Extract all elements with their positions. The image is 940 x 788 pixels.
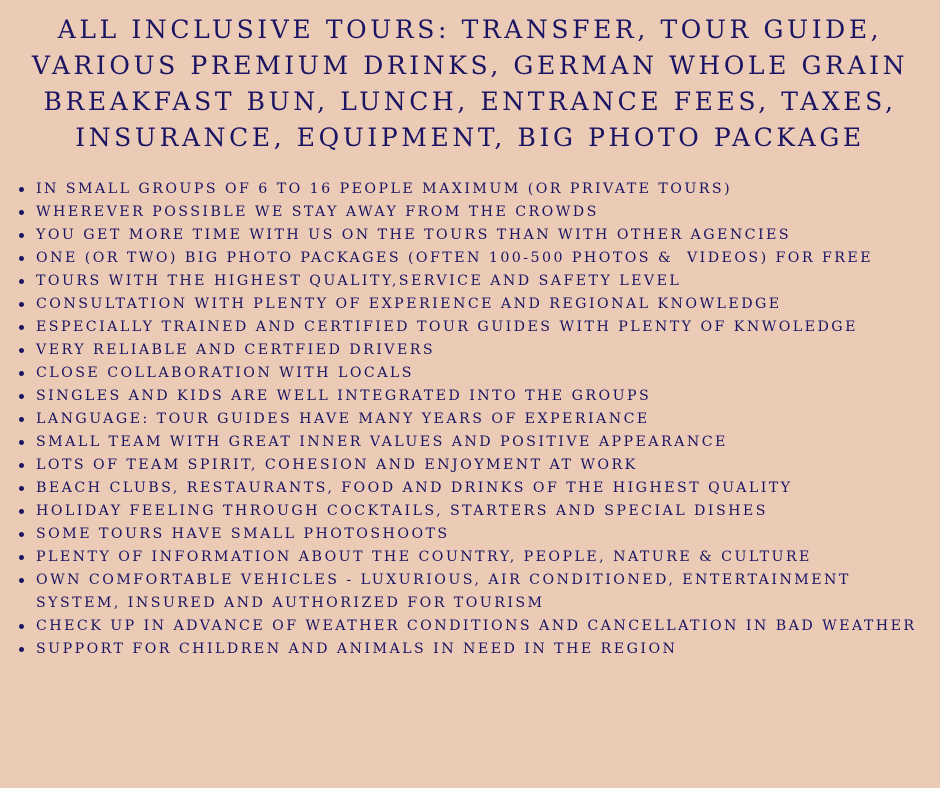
feature-text: SINGLES AND KIDS ARE WELL INTEGRATED INTO THE GROUPS	[36, 388, 652, 404]
feature-text: SMALL TEAM WITH GREAT INNER VALUES AND POSITIVE APPEARANCE	[36, 434, 728, 450]
page-title	[20, 12, 920, 156]
feature-text: IN SMALL GROUPS OF 6 TO 16 PEOPLE MAXIMUM (OR PRIVATE TOURS)	[36, 181, 733, 197]
list-item	[18, 385, 918, 408]
bullet-icon	[19, 647, 24, 652]
bullet-icon	[19, 555, 24, 560]
bullet-icon	[19, 578, 24, 583]
title-line: BREAKFAST BUN, LUNCH, ENTRANCE FEES, TAXES,	[43, 87, 897, 116]
feature-text: ESPECIALLY TRAINED AND CERTIFIED TOUR GUIDES WITH PLENTY OF KNWOLEDGE	[36, 319, 858, 335]
list-item	[18, 454, 918, 477]
list-item	[18, 546, 918, 569]
feature-text: LANGUAGE: TOUR GUIDES HAVE MANY YEARS OF EXPERIANCE	[36, 411, 650, 427]
list-item	[18, 293, 918, 316]
list-item	[18, 477, 918, 500]
feature-text: BEACH CLUBS, RESTAURANTS, FOOD AND DRINKS OF THE HIGHEST QUALITY	[36, 480, 793, 496]
list-item	[18, 178, 918, 201]
list-item	[18, 569, 918, 615]
list-item	[18, 316, 918, 339]
list-item	[18, 362, 918, 385]
feature-text: LOTS OF TEAM SPIRIT, COHESION AND ENJOYMENT AT WORK	[36, 457, 638, 473]
bullet-icon	[19, 371, 24, 376]
bullet-icon	[19, 394, 24, 399]
list-item	[18, 638, 918, 661]
bullet-icon	[19, 624, 24, 629]
title-line: INSURANCE, EQUIPMENT, BIG PHOTO PACKAGE	[75, 123, 865, 152]
bullet-icon	[19, 463, 24, 468]
list-item	[18, 500, 918, 523]
list-item	[18, 339, 918, 362]
list-item	[18, 408, 918, 431]
feature-text: CONSULTATION WITH PLENTY OF EXPERIENCE AND REGIONAL KNOWLEDGE	[36, 296, 782, 312]
bullet-icon	[19, 440, 24, 445]
bullet-icon	[19, 279, 24, 284]
list-item	[18, 270, 918, 293]
feature-text: CLOSE COLLABORATION WITH LOCALS	[36, 365, 414, 381]
list-item	[18, 615, 918, 638]
feature-text: YOU GET MORE TIME WITH US ON THE TOURS THAN WITH OTHER AGENCIES	[36, 227, 792, 243]
bullet-icon	[19, 417, 24, 422]
feature-text: WHEREVER POSSIBLE WE STAY AWAY FROM THE CROWDS	[36, 204, 599, 220]
list-item	[18, 431, 918, 454]
title-line: ALL INCLUSIVE TOURS: TRANSFER, TOUR GUIDE,	[57, 15, 883, 44]
bullet-icon	[19, 233, 24, 238]
feature-text: HOLIDAY FEELING THROUGH COCKTAILS, STARTERS AND SPECIAL DISHES	[36, 503, 768, 519]
feature-text: PLENTY OF INFORMATION ABOUT THE COUNTRY, PEOPLE, NATURE & CULTURE	[36, 549, 812, 565]
bullet-icon	[19, 210, 24, 215]
list-item	[18, 523, 918, 546]
bullet-icon	[19, 325, 24, 330]
list-item	[18, 247, 918, 270]
list-item	[18, 224, 918, 247]
feature-text: VERY RELIABLE AND CERTFIED DRIVERS	[36, 342, 436, 358]
bullet-icon	[19, 348, 24, 353]
feature-text: OWN COMFORTABLE VEHICLES - LUXURIOUS, AIR CONDITIONED, ENTERTAINMENT SYSTEM, INSURED AND AUTHORIZED FOR TOURISM	[36, 572, 858, 611]
bullet-icon	[19, 302, 24, 307]
title-line: VARIOUS PREMIUM DRINKS, GERMAN WHOLE GRAIN	[31, 51, 909, 80]
bullet-icon	[19, 486, 24, 491]
bullet-icon	[19, 532, 24, 537]
feature-text: SOME TOURS HAVE SMALL PHOTOSHOOTS	[36, 526, 450, 542]
bullet-icon	[19, 256, 24, 261]
feature-text: ONE (OR TWO) BIG PHOTO PACKAGES (OFTEN 100-500 PHOTOS & VIDEOS) FOR FREE	[36, 250, 874, 266]
feature-text: SUPPORT FOR CHILDREN AND ANIMALS IN NEED IN THE REGION	[36, 641, 678, 657]
feature-list	[18, 178, 918, 661]
feature-text: CHECK UP IN ADVANCE OF WEATHER CONDITIONS AND CANCELLATION IN BAD WEATHER	[36, 618, 917, 634]
bullet-icon	[19, 509, 24, 514]
feature-text: TOURS WITH THE HIGHEST QUALITY,SERVICE AND SAFETY LEVEL	[36, 273, 682, 289]
bullet-icon	[19, 187, 24, 192]
list-item	[18, 201, 918, 224]
